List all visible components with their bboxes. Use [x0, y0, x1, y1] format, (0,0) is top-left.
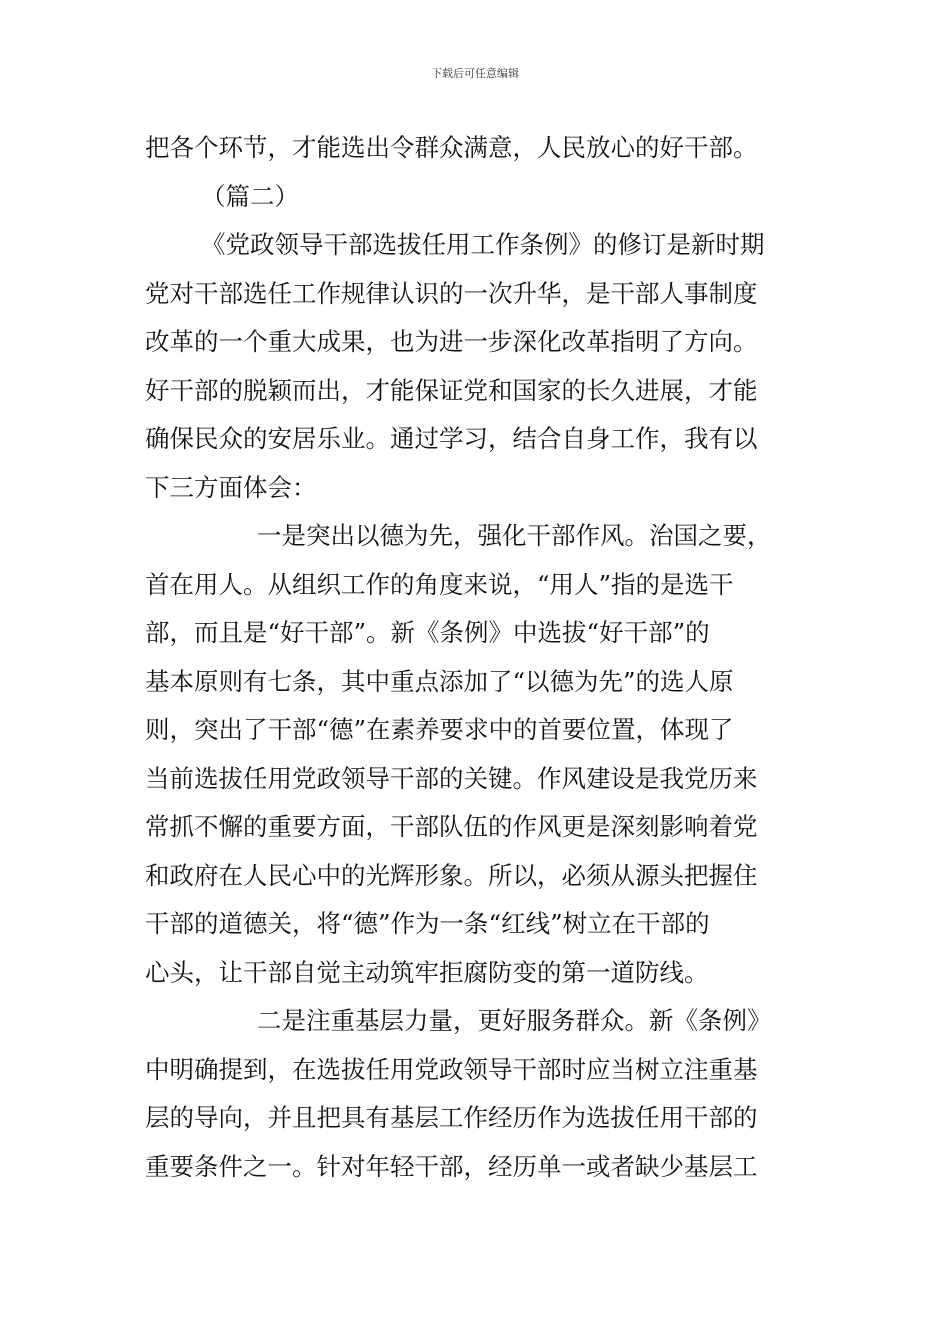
text-line: 好干部的脱颖而出，才能保证党和国家的长久进展，才能 [145, 375, 758, 405]
text-line: 和政府在人民心中的光辉形象。所以，必须从源头把握住 [145, 860, 758, 890]
paragraph-start: 《党政领导干部选拔任用工作条例》的修订是新时期 [201, 230, 765, 259]
text-line: 则，突出了干部“德”在素养要求中的首要位置，体现了 [145, 715, 734, 744]
text-line: 把各个环节，才能选出令群众满意，人民放心的好干部。 [145, 133, 758, 162]
paragraph-start: 一是突出以德为先，强化干部作风。治国之要， [257, 521, 772, 550]
text-line: 党对干部选任工作规律认识的一次升华，是干部人事制度 [145, 278, 758, 308]
text-line: 当前选拔任用党政领导干部的关键。作风建设是我党历来 [145, 763, 758, 793]
text-line: 干部的道德关，将“德”作为一条“红线”树立在干部的 [145, 909, 710, 938]
page-header: 下载后可任意编辑 [431, 67, 519, 80]
text-line: 部，而且是“好干部”。新《条例》中选拔“好干部”的 [145, 618, 710, 647]
text-line: 确保民众的安居乐业。通过学习，结合自身工作，我有以 [145, 424, 758, 453]
text-line: 重要条件之一。针对年轻干部，经历单一或者缺少基层工 [145, 1151, 758, 1181]
document-body [145, 124, 815, 1191]
text-line: 下三方面体会： [145, 472, 317, 502]
text-line: 中明确提到，在选拔任用党政领导干部时应当树立注重基 [145, 1054, 758, 1084]
text-line: 常抓不懈的重要方面，干部队伍的作风更是深刻影响着党 [145, 812, 758, 841]
paragraph-start: 二是注重基层力量，更好服务群众。新《条例》 [257, 1006, 772, 1035]
text-line: 基本原则有七条，其中重点添加了“以德为先”的选人原 [145, 666, 734, 696]
text-line: 首在用人。从组织工作的角度来说，“用人”指的是选干 [145, 569, 734, 599]
text-line: 心头，让干部自觉主动筑牢拒腐防变的第一道防线。 [145, 957, 709, 987]
text-line: 改革的一个重大成果，也为进一步深化改革指明了方向。 [145, 327, 758, 356]
text-line: 层的导向，并且把具有基层工作经历作为选拔任用干部的 [145, 1103, 758, 1132]
section-heading: （篇二） [201, 181, 299, 211]
